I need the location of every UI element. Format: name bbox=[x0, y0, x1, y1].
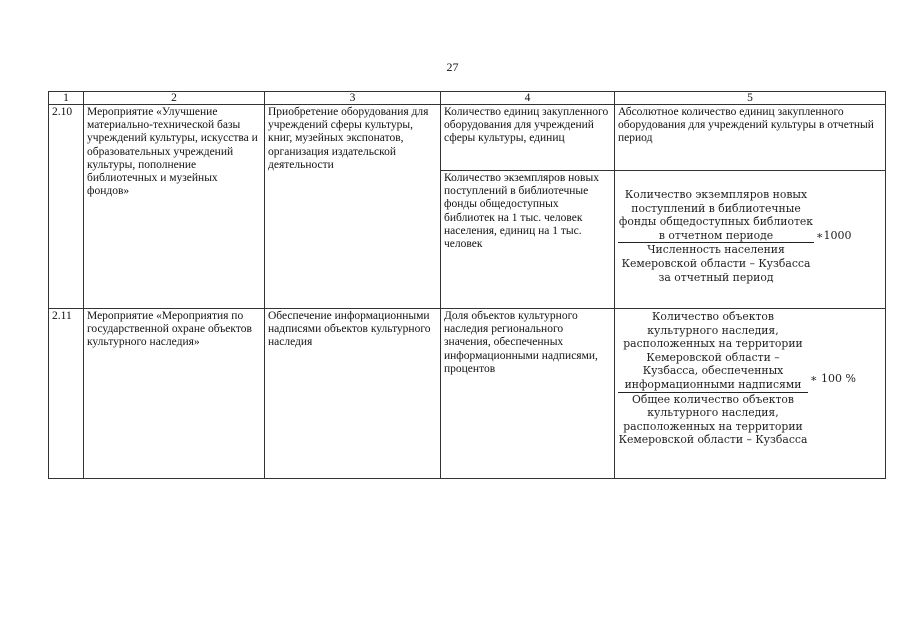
formula-denominator: Численность населения Кемеровской области – Кузбасса за отчетный период bbox=[621, 243, 811, 284]
row-number: 2.11 bbox=[49, 309, 84, 479]
indicator-cell: Доля объектов культурного наследия регионального значения, обеспеченных информационными надписями, процентов bbox=[441, 309, 615, 479]
formula-cell bbox=[615, 171, 886, 309]
content-cell: Обеспечение информационными надписями объектов культурного наследия bbox=[265, 309, 441, 479]
table-row bbox=[49, 309, 886, 479]
indicator-cell: Количество единиц закупленного оборудования для учреждений сферы культуры, единиц bbox=[441, 105, 615, 171]
indicators-table bbox=[48, 91, 886, 479]
indicator-cell: Количество экземпляров новых поступлений в библиотечные фонды общедоступных библиотек на 1 тыс. человек населения, единиц на 1 тыс. человек bbox=[441, 171, 615, 309]
header-cell-1: 1 bbox=[49, 92, 84, 105]
method-cell: Абсолютное количество единиц закупленного оборудования для учреждений культуры в отчетный период bbox=[615, 105, 886, 171]
formula-multiplier: ∗1000 bbox=[816, 229, 852, 243]
header-cell-3: 3 bbox=[265, 92, 441, 105]
formula-numerator: Количество экземпляров новых поступлений в библиотечные фонды общедоступных библиотек в отчетном периоде bbox=[618, 188, 814, 242]
table-header-row bbox=[49, 92, 886, 105]
fraction bbox=[618, 188, 814, 284]
header-cell-5: 5 bbox=[615, 92, 886, 105]
measure-cell: Мероприятие «Улучшение материально-технической базы учреждений культуры, искусства и образовательных учреждений культуры, пополнение библиотечных и музейных фондов» bbox=[84, 105, 265, 309]
formula-multiplier: ∗ 100 % bbox=[810, 371, 856, 385]
formula-cell bbox=[615, 309, 886, 479]
formula bbox=[618, 188, 882, 284]
formula bbox=[618, 310, 882, 447]
content-cell: Приобретение оборудования для учреждений сферы культуры, книг, музейных экспонатов, организация издательской деятельности bbox=[265, 105, 441, 309]
fraction bbox=[618, 310, 808, 447]
measure-cell: Мероприятие «Мероприятия по государственной охране объектов культурного наследия» bbox=[84, 309, 265, 479]
header-cell-2: 2 bbox=[84, 92, 265, 105]
table-row bbox=[49, 105, 886, 171]
formula-denominator: Общее количество объектов культурного наследия, расположенных на территории Кемеровской области – Кузбасса bbox=[618, 392, 808, 447]
header-cell-4: 4 bbox=[441, 92, 615, 105]
formula-numerator: Количество объектов культурного наследия, расположенных на территории Кемеровской области – Кузбасса, обеспеченных информационными надписями bbox=[623, 310, 803, 391]
row-number: 2.10 bbox=[49, 105, 84, 309]
page-number: 27 bbox=[446, 60, 459, 74]
